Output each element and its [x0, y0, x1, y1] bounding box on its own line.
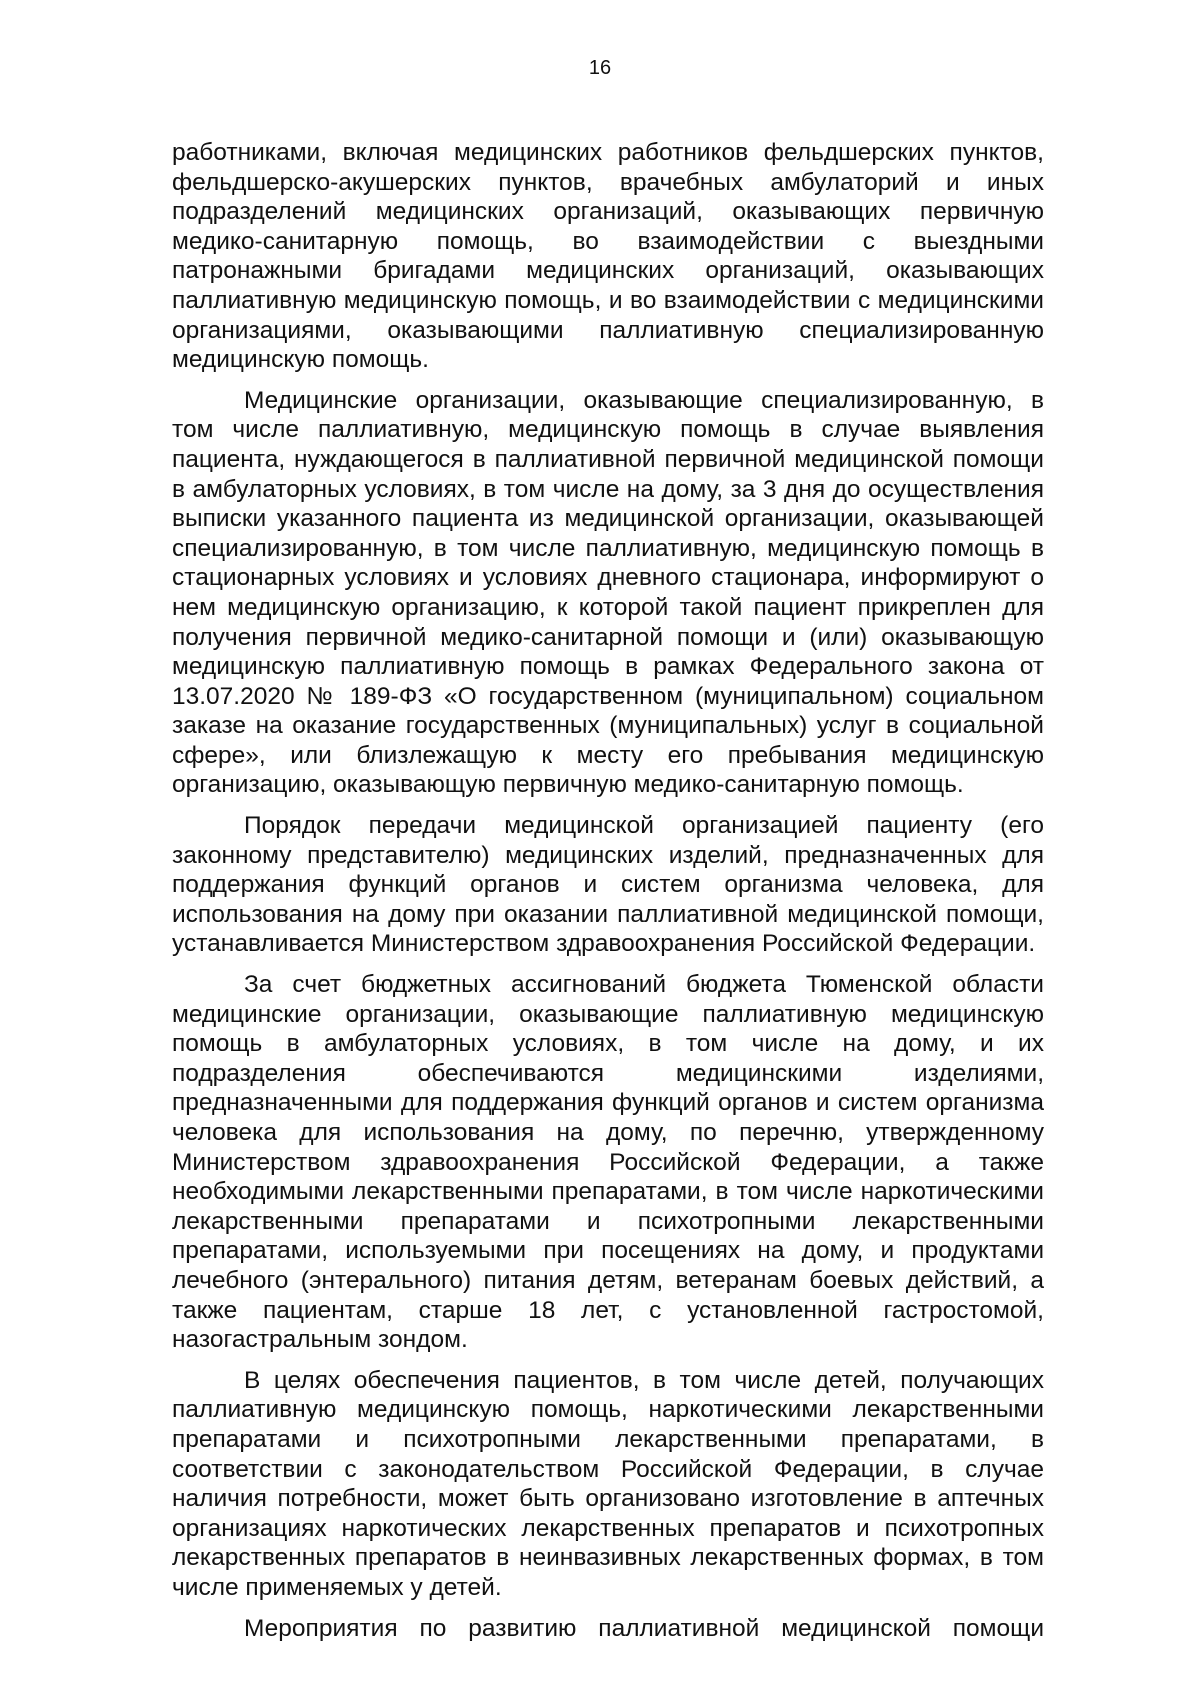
- page-number: 16: [588, 57, 612, 79]
- paragraph-development-measures: Мероприятия по развитию паллиативной медицинской помощи: [244, 1614, 1044, 1642]
- paragraph-medical-devices-order: Порядок передачи медицинской организацией пациенту (его законному представителю) медицинских изделий, предназначенных для поддержания функций органов и систем организма человека, для использования на дому при оказании паллиативной медицинской помощи, устанавливается Министерством здравоохранения Российской Федерации.: [172, 812, 1044, 958]
- paragraph-budget-funding: За счет бюджетных ассигнований бюджета Тюменской области медицинские организации, оказывающие паллиативную медицинскую помощь в амбулаторных условиях, в том числе на дому, и их подразделения обеспечиваются медицинскими изделиями, предназначенными для поддержания функций органов и систем организма человека для использования на дому, по перечню, утвержденному Министерством здравоохранения Российской Федерации, а также необходимыми лекарственными препаратами, в том числе наркотическими лекарственными препаратами и психотропными лекарственными препаратами, используемыми при посещениях на дому, и продуктами лечебного (энтерального) питания детям, ветеранам боевых действий, а также пациентам, старше 18 лет, с установленной гастростомой, назогастральным зондом.: [172, 971, 1044, 1354]
- document-body: [172, 138, 1044, 1643]
- paragraph-specialized-care: Медицинские организации, оказывающие специализированную, в том числе паллиативную, медицинскую помощь в случае выявления пациента, нуждающегося в паллиативной первичной медицинской помощи в амбулаторных условиях, в том числе на дому, за 3 дня до осуществления выписки указанного пациента из медицинской организации, оказывающей специализированную, в том числе паллиативную, медицинскую помощь в стационарных условиях и условиях дневного стационара, информируют о нем медицинскую организацию, к которой такой пациент прикреплен для получения первичной медико-санитарной помощи и (или) оказывающую медицинскую паллиативную помощь в рамках Федерального закона от 13.07.2020 № 189-ФЗ «О государственном (муниципальном) социальном заказе на оказание государственных (муниципальных) услуг в социальной сфере», или близлежащую к месту его пребывания медицинскую организацию, оказывающую первичную медико-санитарную помощь.: [172, 386, 1044, 799]
- paragraph-continuation: работниками, включая медицинских работников фельдшерских пунктов, фельдшерско-акушерских пунктов, врачебных амбулаторий и иных подразделений медицинских организаций, оказывающих первичную медико-санитарную помощь, во взаимодействии с выездными патронажными бригадами медицинских организаций, оказывающих паллиативную медицинскую помощь, и во взаимодействии с медицинскими организациями, оказывающими паллиативную специализированную медицинскую помощь.: [172, 139, 1044, 374]
- paragraph-drug-manufacturing: В целях обеспечения пациентов, в том числе детей, получающих паллиативную медицинскую помощь, наркотическими лекарственными препаратами и психотропными лекарственными препаратами, в соответствии с законодательством Российской Федерации, в случае наличия потребности, может быть организовано изготовление в аптечных организациях наркотических лекарственных препаратов и психотропных лекарственных препаратов в неинвазивных лекарственных формах, в том числе применяемых у детей.: [172, 1366, 1044, 1601]
